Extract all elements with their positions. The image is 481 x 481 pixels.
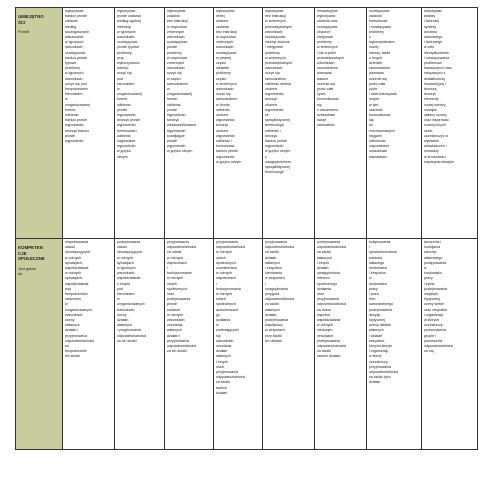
row-header-title: KOMPETEN CJE SPOŁECZNE xyxy=(18,245,45,262)
table-cell-level-3: przyjmowania odpowiedzialności za udział w różnych wspólnotach i funkcjonowanie w różnych rolach społecznych; oraz podejmowania proste zadania w różnych warunkach; oceniania własnych działań i przyjmowania odpowiedzialności za ich skutki xyxy=(165,239,214,450)
table-cell-level-1: wykonywać bardzo proste zadania według szczegółowych wskazówek w typowych warunkach; rozwiązywać bardzo proste typowe problemy w typowych warunkach; uczyć się pod bezpośrednim kierunkiem w zorganizowanej formie; odbierać bardzo proste wypowiedzi, tworzyć bardzo proste wypowiedzi xyxy=(63,8,115,239)
table-cell-level-5: wykonywać bez instrukcji w zmiennych, przewidywalnych warunkach; rozwiązywać niezbyt złożone i nietypowe problemy w zmiennych przewidywalnych warunkach; uczyć się samodzielnie, odbierać niezbyt złożone wypowiedzi, tworzyć złożone wypowiedzi ze specjalistycznej terminologii; odbierać i tworzyć bardzo proste wypowiedzi w języku obcym z uwzględnieniem specjalistycznej terminologii xyxy=(263,8,315,239)
row-header-subtitle: Potrafi: xyxy=(18,30,31,35)
row-header-subtitle: Jest gotów do: xyxy=(18,266,37,276)
table-cell-level-1: respektowania zasad obowiązujących w różnych sytuacjach; współdziałania w różnych sytuacjach; współdziałania pod bezpośrednim nadzorem w zorganizowanym warunkach, oceny własnych działań i przyjmowania odpowiedzialności za bezpośrednie ich skutki xyxy=(63,239,115,450)
table-cell-level-7: kultywowania i upowszechniania wartości własnego środowiska i zespołów w środowisku pracy i poza nim; samodzielnego podejmowania decyzji, krytycznej oceny działań własnych i działań zespołów, którymi kieruje i organizacji, w której uczestniczy, przyjmowania odpowiedzialności za skutki tych działań xyxy=(367,239,422,450)
table-cell-level-2: wykonywać proste zadania według ogólnej instrukcji w typowych warunkach; rozwiązywać proste typowe problemy przy wykorzystaniu wiedzy; uczyć się pod kierunkiem w zorganizowanej formie; odbierać proste wypowiedzi, tworzyć proste wypowiedzi; formułować i odbierać najprostsze wypowiedzi w języku obcym xyxy=(115,8,165,239)
row-header-title: UMIEJĘTNO ŚCI xyxy=(18,14,44,25)
qualification-levels-table xyxy=(15,7,478,450)
table-cell-level-4: wykonywać mniej złożone zadania bez instrukcji w częściowo zmiennych warunkach; rozwiązywać w pewnej części niełatwe problemy często w zmiennych warunkach; uczyć się samodzielnie w formie, odbierać złożone wypowiedzi, tworzyć złożone wypowiedzi; odbierać i formułować bardzo proste wypowiedzi w języku obcym xyxy=(214,8,263,239)
table-cell-level-6: podejmowania odpowiedzialności za skutki własnych i innych działań; uwzględniania interesu społecznego działania oraz przyjmowania odpowiedzialności za dobro wspólne, współdziałania w różnych nieduzym zespołach, podejmowania odpowiedzialności za skutki swoich działań xyxy=(315,239,367,450)
table-cell-level-6: innowacyjnie wykonywać zadania oraz rozwiązywać złożone i nietypowe problemy w zmiennych i nie w pełni przewidywalnych warunkach; samodzielnie planować własne uczenie się przez całe życie; komunikować się z otoczeniem, uzasadniać swoje stanowisko xyxy=(315,8,367,239)
table-cell-level-2: podejmowania zasad obowiązujących w różnych sytuacjach w typowych warunkach; współdziałania z innymi pod kierunkiem w zorganizowanych warunkach, oceny działań własnych i przyjmowania odpowiedzialności za ich skutki xyxy=(115,239,165,450)
row-header-skills xyxy=(16,8,63,239)
table-cell-level-4: przyjmowania odpowiedzialności w różnych rolach społecznych; uczestnictwa w różnych wspólnotach i funkcjonowania w różnych rolach społecznych, autonomiczne go działania w zmieniających się warunkach, oceniania działań własnych i innych osób, przyjmowania odpowiedzialności za skutki swoich działań xyxy=(214,239,263,450)
table-cell-level-8: tworzenia i rozwijania wzorów właściwego postępowania w środowisku pracy i życia; podejmowania inicjatyw, krytycznej oceny siebie oraz zespołów i organizacji, w których uczestniczy, przewodzenia grupie i ponoszenia odpowiedzialności za nią xyxy=(422,239,478,450)
table-cell-level-3: wykonywać zadania bez instrukcji w częściowo zmiennych warunkach; rozwiązywać proste problemy w częściowo zmiennych warunkach; uczyć się w części samodzielnie w zorganizowanej formie; odbierać proste wypowiedzi, tworzyć nieskomplikowane wypowiedzi rozwijające proste wypowiedzi w języku obcym xyxy=(165,8,214,239)
table-cell-level-8: dokonywać analizy i twórczej syntezy dorobku naukowego i twórczego w celu identyfikowania i rozwiązywania problemów badawczych oraz związanych z działalnością innowacyjną i twórczą; tworzyć elementy nowej wiedzy, rozwijać własny rozwój oraz inspirować rozwój innych osób; uczestniczyć w wymianie doświadczeń i innowacji w środowisku międzynarodowym xyxy=(422,8,478,239)
table-cell-level-7: rozwiązywać zadania formułować i rozwiązywać problemy z wykorzystaniem nowej wiedzy, także z innych dziedzin; samodzielnie planować uczenie się przez całe życie i ukierunkowywać innych w tym zakresie; komunikować się ze zróżnicowanymi kręgami odbiorców, odpowiednio uzasadniać stanowisko xyxy=(367,8,422,239)
table-row-skills xyxy=(16,8,478,239)
table-row-social-competences xyxy=(16,239,478,450)
row-header-social-competences xyxy=(16,239,63,450)
table-cell-level-5: przyjmowania odpowiedzialności za skutki działań własnych i zespołów, kierowania w zespołach, i uwzględniania przyjęcia odpowiedzialności za skutki własnych działań, podejmowania współpracy w zespołach przy skutki ich działań xyxy=(263,239,315,450)
